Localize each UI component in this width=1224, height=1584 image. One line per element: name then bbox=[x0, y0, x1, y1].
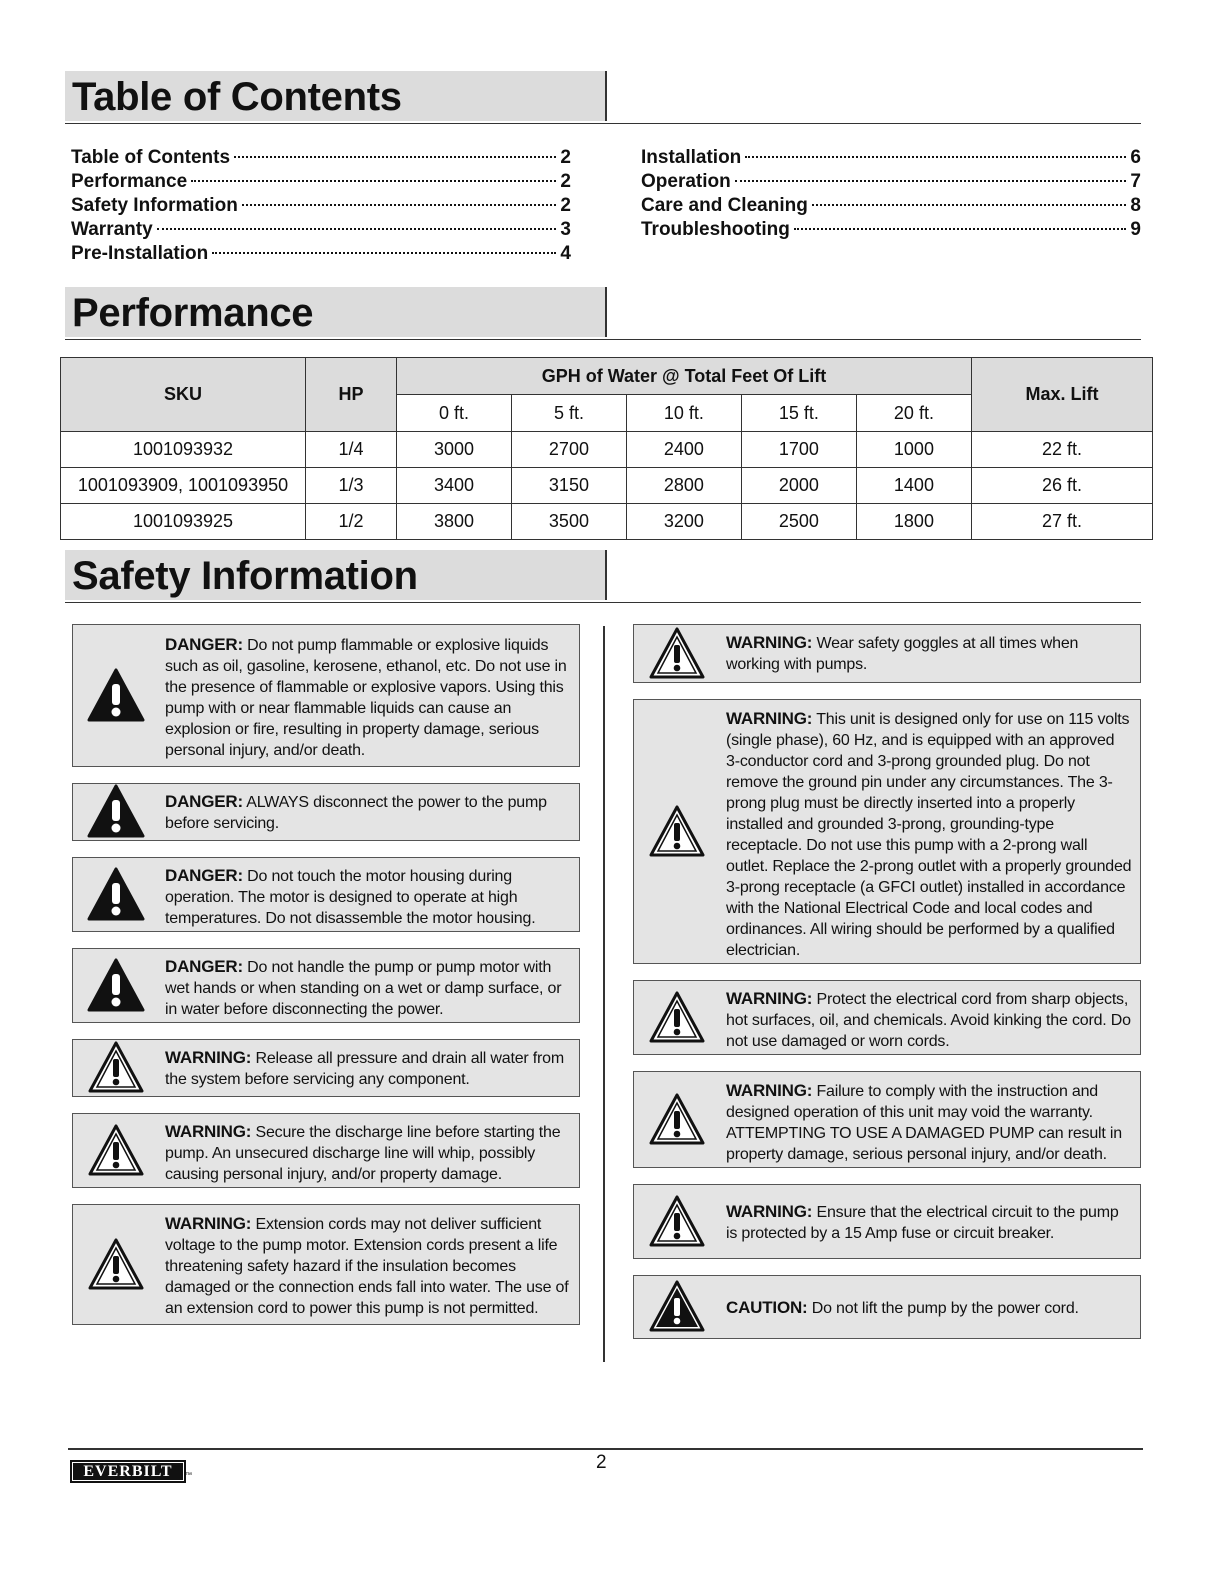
danger-warning-icon bbox=[87, 783, 145, 839]
toc-leader bbox=[157, 228, 557, 230]
safety-right-column bbox=[633, 624, 1141, 1355]
toc-entry[interactable] bbox=[641, 194, 1141, 218]
toc-left-column bbox=[71, 146, 571, 266]
warning-notice bbox=[633, 699, 1141, 964]
notice-label: WARNING: bbox=[726, 989, 813, 1008]
notice-label: WARNING: bbox=[165, 1214, 252, 1233]
danger-notice bbox=[72, 948, 580, 1023]
header-lift-0: 0 ft. bbox=[397, 395, 512, 432]
toc-entry-page: 9 bbox=[1130, 219, 1141, 240]
cell-max-lift: 27 ft. bbox=[972, 504, 1153, 540]
toc-entry[interactable] bbox=[641, 170, 1141, 194]
table-row bbox=[61, 432, 1153, 468]
toc-entry-page: 2 bbox=[560, 195, 571, 216]
danger-notice bbox=[72, 857, 580, 932]
performance-table bbox=[60, 357, 1153, 540]
trademark-mark: ™ bbox=[185, 1472, 192, 1479]
cell-gph: 3400 bbox=[397, 468, 512, 504]
toc-entry-label: Installation bbox=[641, 147, 742, 168]
safety-left-column bbox=[72, 624, 580, 1341]
toc-entry-page: 2 bbox=[560, 171, 571, 192]
cell-gph: 1000 bbox=[856, 432, 971, 468]
notice-text: This unit is designed only for use on 115 volts (single phase), 60 Hz, and is equipped with an approved 3-conductor cord and 3-prong grounded plug. Do not remove the ground pin under any circumstances. The 3-prong plug must be directly inserted into a properly installed and grounded 3-prong, grounding-type receptacle. Do not use this pump with a 2-prong wall outlet. Replace the 2-prong outlet with a properly grounded 3-prong receptacle (a GFCI outlet) installed in accordance with the National Electrical Code and local codes and ordinances. All wiring should be performed by a qualified electrician. bbox=[726, 711, 1132, 959]
notice-label: WARNING: bbox=[726, 633, 813, 652]
toc-entry[interactable] bbox=[71, 170, 571, 194]
toc-entry[interactable] bbox=[71, 146, 571, 170]
table-row bbox=[61, 468, 1153, 504]
header-lift-5: 5 ft. bbox=[511, 395, 626, 432]
notice-label: WARNING: bbox=[726, 1202, 813, 1221]
toc-entry[interactable] bbox=[71, 194, 571, 218]
toc-leader bbox=[794, 228, 1127, 230]
column-divider bbox=[603, 626, 605, 1362]
toc-entry-page: 6 bbox=[1130, 147, 1141, 168]
page-number: 2 bbox=[596, 1452, 607, 1473]
warning-notice bbox=[72, 1204, 580, 1325]
toc-leader bbox=[242, 204, 557, 206]
toc-entry-page: 7 bbox=[1130, 171, 1141, 192]
cell-gph: 1800 bbox=[856, 504, 971, 540]
warning-notice bbox=[633, 1071, 1141, 1168]
caution-triangle-icon bbox=[648, 989, 706, 1045]
danger-notice bbox=[72, 783, 580, 841]
cell-max-lift: 22 ft. bbox=[972, 432, 1153, 468]
toc-entry-label: Operation bbox=[641, 171, 731, 192]
header-sku: SKU bbox=[61, 358, 306, 432]
toc-leader bbox=[745, 156, 1126, 158]
notice-text: Extension cords may not deliver sufficient voltage to the pump motor. Extension cords present a life threatening safety hazard if the insulation becomes damaged or the connection ends fall into water. The use of an extension cord to power this pump is not permitted. bbox=[165, 1216, 569, 1317]
toc-entry-page: 8 bbox=[1130, 195, 1141, 216]
cell-gph: 2700 bbox=[511, 432, 626, 468]
notice-text: Wear safety goggles at all times when working with pumps. bbox=[726, 635, 1079, 673]
toc-entry-label: Table of Contents bbox=[71, 147, 231, 168]
toc-entry[interactable] bbox=[71, 242, 571, 266]
footer-rule bbox=[68, 1448, 1143, 1450]
caution-triangle-icon bbox=[87, 1039, 145, 1095]
notice-text: Release all pressure and drain all water from the system before servicing any component. bbox=[165, 1050, 564, 1088]
danger-warning-icon bbox=[87, 957, 145, 1013]
notice-label: CAUTION: bbox=[726, 1298, 808, 1317]
cell-gph: 2000 bbox=[741, 468, 856, 504]
cell-gph: 2400 bbox=[626, 432, 741, 468]
danger-warning-icon bbox=[87, 866, 145, 922]
cell-gph: 1400 bbox=[856, 468, 971, 504]
cell-gph: 3200 bbox=[626, 504, 741, 540]
performance-heading bbox=[65, 287, 1141, 340]
toc-entry-page: 4 bbox=[560, 243, 571, 264]
toc-entry-label: Pre-Installation bbox=[71, 243, 209, 264]
notice-label: DANGER: bbox=[165, 957, 243, 976]
header-lift-15: 15 ft. bbox=[741, 395, 856, 432]
toc-entry[interactable] bbox=[641, 146, 1141, 170]
toc-entry[interactable] bbox=[641, 218, 1141, 242]
notice-text: Ensure that the electrical circuit to the pump is protected by a 15 Amp fuse or circuit breaker. bbox=[726, 1204, 1119, 1242]
toc-leader bbox=[191, 180, 556, 182]
cell-gph: 3800 bbox=[397, 504, 512, 540]
header-lift-10: 10 ft. bbox=[626, 395, 741, 432]
toc-title: Table of Contents bbox=[72, 75, 402, 119]
notice-label: WARNING: bbox=[165, 1048, 252, 1067]
notice-text: Do not touch the motor housing during operation. The motor is designed to operate at high temperatures. Do not disassemble the motor housing. bbox=[165, 868, 536, 927]
danger-warning-icon bbox=[87, 667, 145, 723]
warning-notice bbox=[633, 1184, 1141, 1259]
toc-leader bbox=[735, 180, 1127, 182]
performance-title: Performance bbox=[72, 291, 314, 335]
notice-text: Do not handle the pump or pump motor with wet hands or when standing on a wet or damp surface, or in water before disconnecting the power. bbox=[165, 959, 562, 1018]
cell-sku: 1001093932 bbox=[61, 432, 306, 468]
notice-text: Protect the electrical cord from sharp objects, hot surfaces, oil, and chemicals. Avoid kinking the cord. Do not use damaged or worn cords. bbox=[726, 991, 1131, 1050]
notice-text: ALWAYS disconnect the power to the pump before servicing. bbox=[165, 794, 547, 832]
notice-label: WARNING: bbox=[726, 709, 813, 728]
caution-triangle-icon bbox=[87, 1122, 145, 1178]
notice-text: Secure the discharge line before starting the pump. An unsecured discharge line will whip, possibly causing personal injury, and/or property damage. bbox=[165, 1124, 561, 1183]
warning-notice bbox=[633, 624, 1141, 683]
header-lift-20: 20 ft. bbox=[856, 395, 971, 432]
toc-entry-label: Safety Information bbox=[71, 195, 238, 216]
toc-entry-page: 3 bbox=[560, 219, 571, 240]
toc-leader bbox=[212, 252, 556, 254]
safety-heading bbox=[65, 550, 1141, 603]
cell-gph: 3150 bbox=[511, 468, 626, 504]
header-hp: HP bbox=[306, 358, 397, 432]
danger-notice bbox=[72, 624, 580, 767]
caution-triangle-icon bbox=[87, 1236, 145, 1292]
warning-notice bbox=[72, 1039, 580, 1097]
toc-entry-label: Performance bbox=[71, 171, 188, 192]
header-max-lift: Max. Lift bbox=[972, 358, 1153, 432]
caution-triangle-icon bbox=[648, 1278, 706, 1334]
cell-gph: 2800 bbox=[626, 468, 741, 504]
toc-entry-label: Care and Cleaning bbox=[641, 195, 808, 216]
cell-gph: 3500 bbox=[511, 504, 626, 540]
cell-gph: 3000 bbox=[397, 432, 512, 468]
notice-label: DANGER: bbox=[165, 792, 243, 811]
cell-hp: 1/2 bbox=[306, 504, 397, 540]
notice-text: Do not lift the pump by the power cord. bbox=[807, 1300, 1079, 1317]
table-row bbox=[61, 504, 1153, 540]
safety-title: Safety Information bbox=[72, 554, 418, 598]
toc-entry-page: 2 bbox=[560, 147, 571, 168]
cell-hp: 1/4 bbox=[306, 432, 397, 468]
notice-label: WARNING: bbox=[165, 1122, 252, 1141]
cell-sku: 1001093909, 1001093950 bbox=[61, 468, 306, 504]
brand-logo: EVERBILT bbox=[70, 1460, 186, 1483]
notice-label: WARNING: bbox=[726, 1081, 813, 1100]
caution-notice bbox=[633, 1275, 1141, 1339]
cell-hp: 1/3 bbox=[306, 468, 397, 504]
notice-label: DANGER: bbox=[165, 635, 243, 654]
toc-entry[interactable] bbox=[71, 218, 571, 242]
toc-leader bbox=[812, 204, 1127, 206]
toc-right-column bbox=[641, 146, 1141, 242]
toc-heading bbox=[65, 71, 1141, 124]
caution-triangle-icon bbox=[648, 625, 706, 681]
notice-label: DANGER: bbox=[165, 866, 243, 885]
toc-entry-label: Troubleshooting bbox=[641, 219, 790, 240]
cell-sku: 1001093925 bbox=[61, 504, 306, 540]
caution-triangle-icon bbox=[648, 1091, 706, 1147]
header-gph: GPH of Water @ Total Feet Of Lift bbox=[397, 358, 972, 395]
cell-max-lift: 26 ft. bbox=[972, 468, 1153, 504]
notice-text: Failure to comply with the instruction and designed operation of this unit may void the warranty. ATTEMPTING TO USE A DAMAGED PUMP can result in property damage, serious personal injury, and/or death. bbox=[726, 1083, 1122, 1163]
notice-text: Do not pump flammable or explosive liquids such as oil, gasoline, kerosene, ethanol, etc. Do not use in the presence of flammable or explosive vapors. Using this pump with or near flammable liquids can cause an explosion or fire, resulting in property damage, serious personal injury, and/or death. bbox=[165, 637, 567, 759]
caution-triangle-icon bbox=[648, 1193, 706, 1249]
toc-entry-label: Warranty bbox=[71, 219, 153, 240]
cell-gph: 2500 bbox=[741, 504, 856, 540]
toc-leader bbox=[234, 156, 556, 158]
caution-triangle-icon bbox=[648, 803, 706, 859]
warning-notice bbox=[633, 980, 1141, 1055]
cell-gph: 1700 bbox=[741, 432, 856, 468]
warning-notice bbox=[72, 1113, 580, 1188]
